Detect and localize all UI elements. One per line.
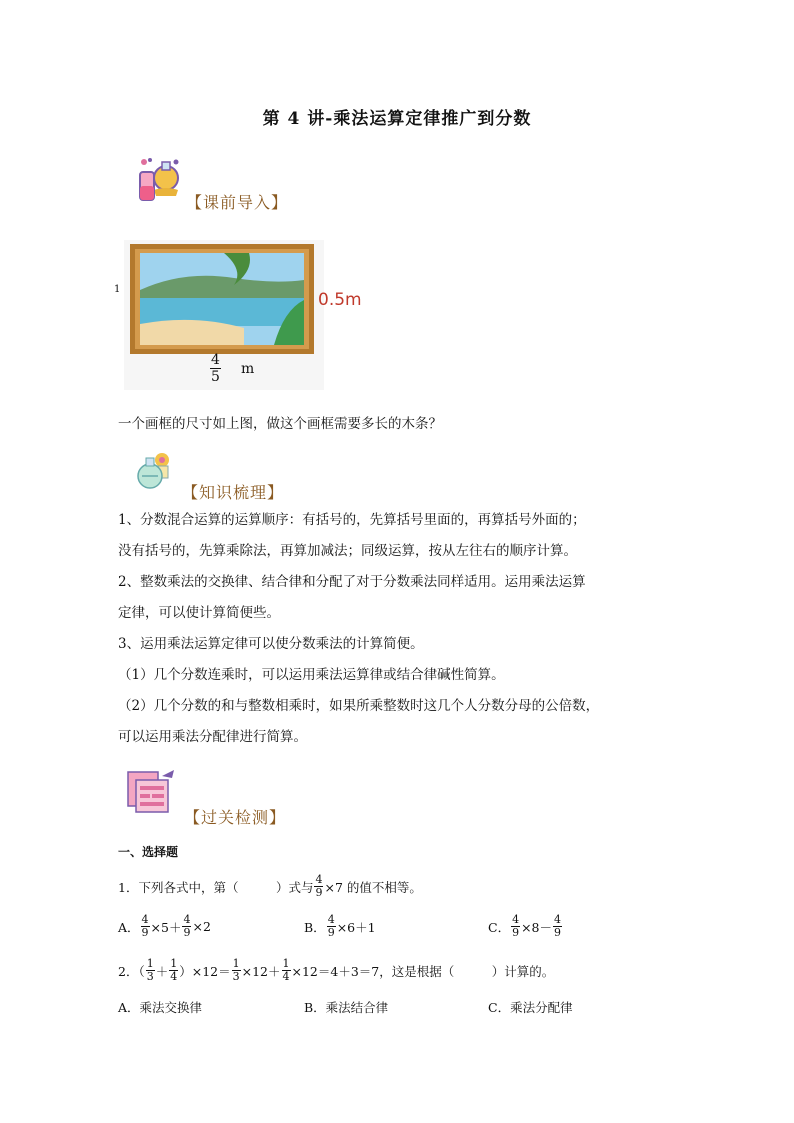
knowledge-p2-line1: 2、整数乘法的交换律、结合律和分配了对于分数乘法同样适用。运用乘法运算 <box>118 574 586 590</box>
page-title: 第 4 讲-乘法运算定律推广到分数 <box>262 109 532 129</box>
knowledge-p1-line2: 没有括号的，先算乘除法，再算加减法；同级运算，按从左往右的顺序计算。 <box>118 543 577 559</box>
intro-question: 一个画框的尺寸如上图，做这个画框需要多长的木条？ <box>118 416 442 432</box>
section-test: 【过关检测】 <box>184 808 287 827</box>
knowledge-p3-2-line1: （2）几个分数的和与整数相乘时，如果所乘整数时这几个人分数分母的公倍数， <box>118 698 600 714</box>
q2-option-b[interactable]: B．乘法结合律 <box>304 1000 389 1015</box>
knowledge-p1-line1: 1、分数混合运算的运算顺序：有括号的，先算括号里面的，再算括号外面的； <box>118 512 586 528</box>
q1-option-a[interactable]: A． $\frac{4}{9}$ ×5＋ $\frac{4}{9}$ ×2 <box>118 913 211 939</box>
knowledge-block <box>118 510 688 747</box>
frame-width-label: $\frac{4}{5}$ m <box>211 352 255 385</box>
part-title: 一、选择题 <box>118 845 179 859</box>
knowledge-p2-line2: 定律，可以使计算简便些。 <box>118 605 280 621</box>
knowledge-p3: 3、运用乘法运算定律可以使分数乘法的计算简便。 <box>118 636 424 652</box>
q2-option-a[interactable]: A．乘法交换律 <box>118 1000 203 1015</box>
flask-icon <box>136 156 184 206</box>
document-icon <box>126 764 180 816</box>
question-2: 2．（ $\frac{1}{3}$ ＋ $\frac{1}{4}$ ）×12＝ $\frac{1}{3}$ ×12＋ $\frac{1}{4}$ ×12＝4＋3＝7，这是根据（ ）计算的。 <box>118 957 555 983</box>
question-1: 1．下列各式中，第（ ）式与 $\frac{4}{9}$ ×7 的值不相等。 <box>118 873 422 899</box>
knowledge-p3-1: （1）几个分数连乘时，可以运用乘法运算律或结合律碱性简算。 <box>118 667 505 683</box>
section-knowledge: 【知识梳理】 <box>182 483 285 502</box>
q1-option-b[interactable]: B． $\frac{4}{9}$ ×6＋1 <box>304 913 376 939</box>
q1-fraction: $\frac{4}{9}$ <box>315 873 323 899</box>
q2-option-c[interactable]: C．乘法分配律 <box>488 1000 573 1015</box>
section-intro: 【课前导入】 <box>186 193 289 212</box>
frame-side-label: 1 <box>114 284 121 295</box>
q1-option-c[interactable]: C． $\frac{4}{9}$ ×8－ $\frac{4}{9}$ <box>488 913 562 939</box>
knowledge-p3-2-line2: 可以运用乘法分配律进行简算。 <box>118 729 307 745</box>
beaker-icon <box>134 450 178 490</box>
width-fraction: $\frac{4}{5}$ <box>211 352 220 385</box>
frame-height-label: 0.5m <box>318 290 362 310</box>
